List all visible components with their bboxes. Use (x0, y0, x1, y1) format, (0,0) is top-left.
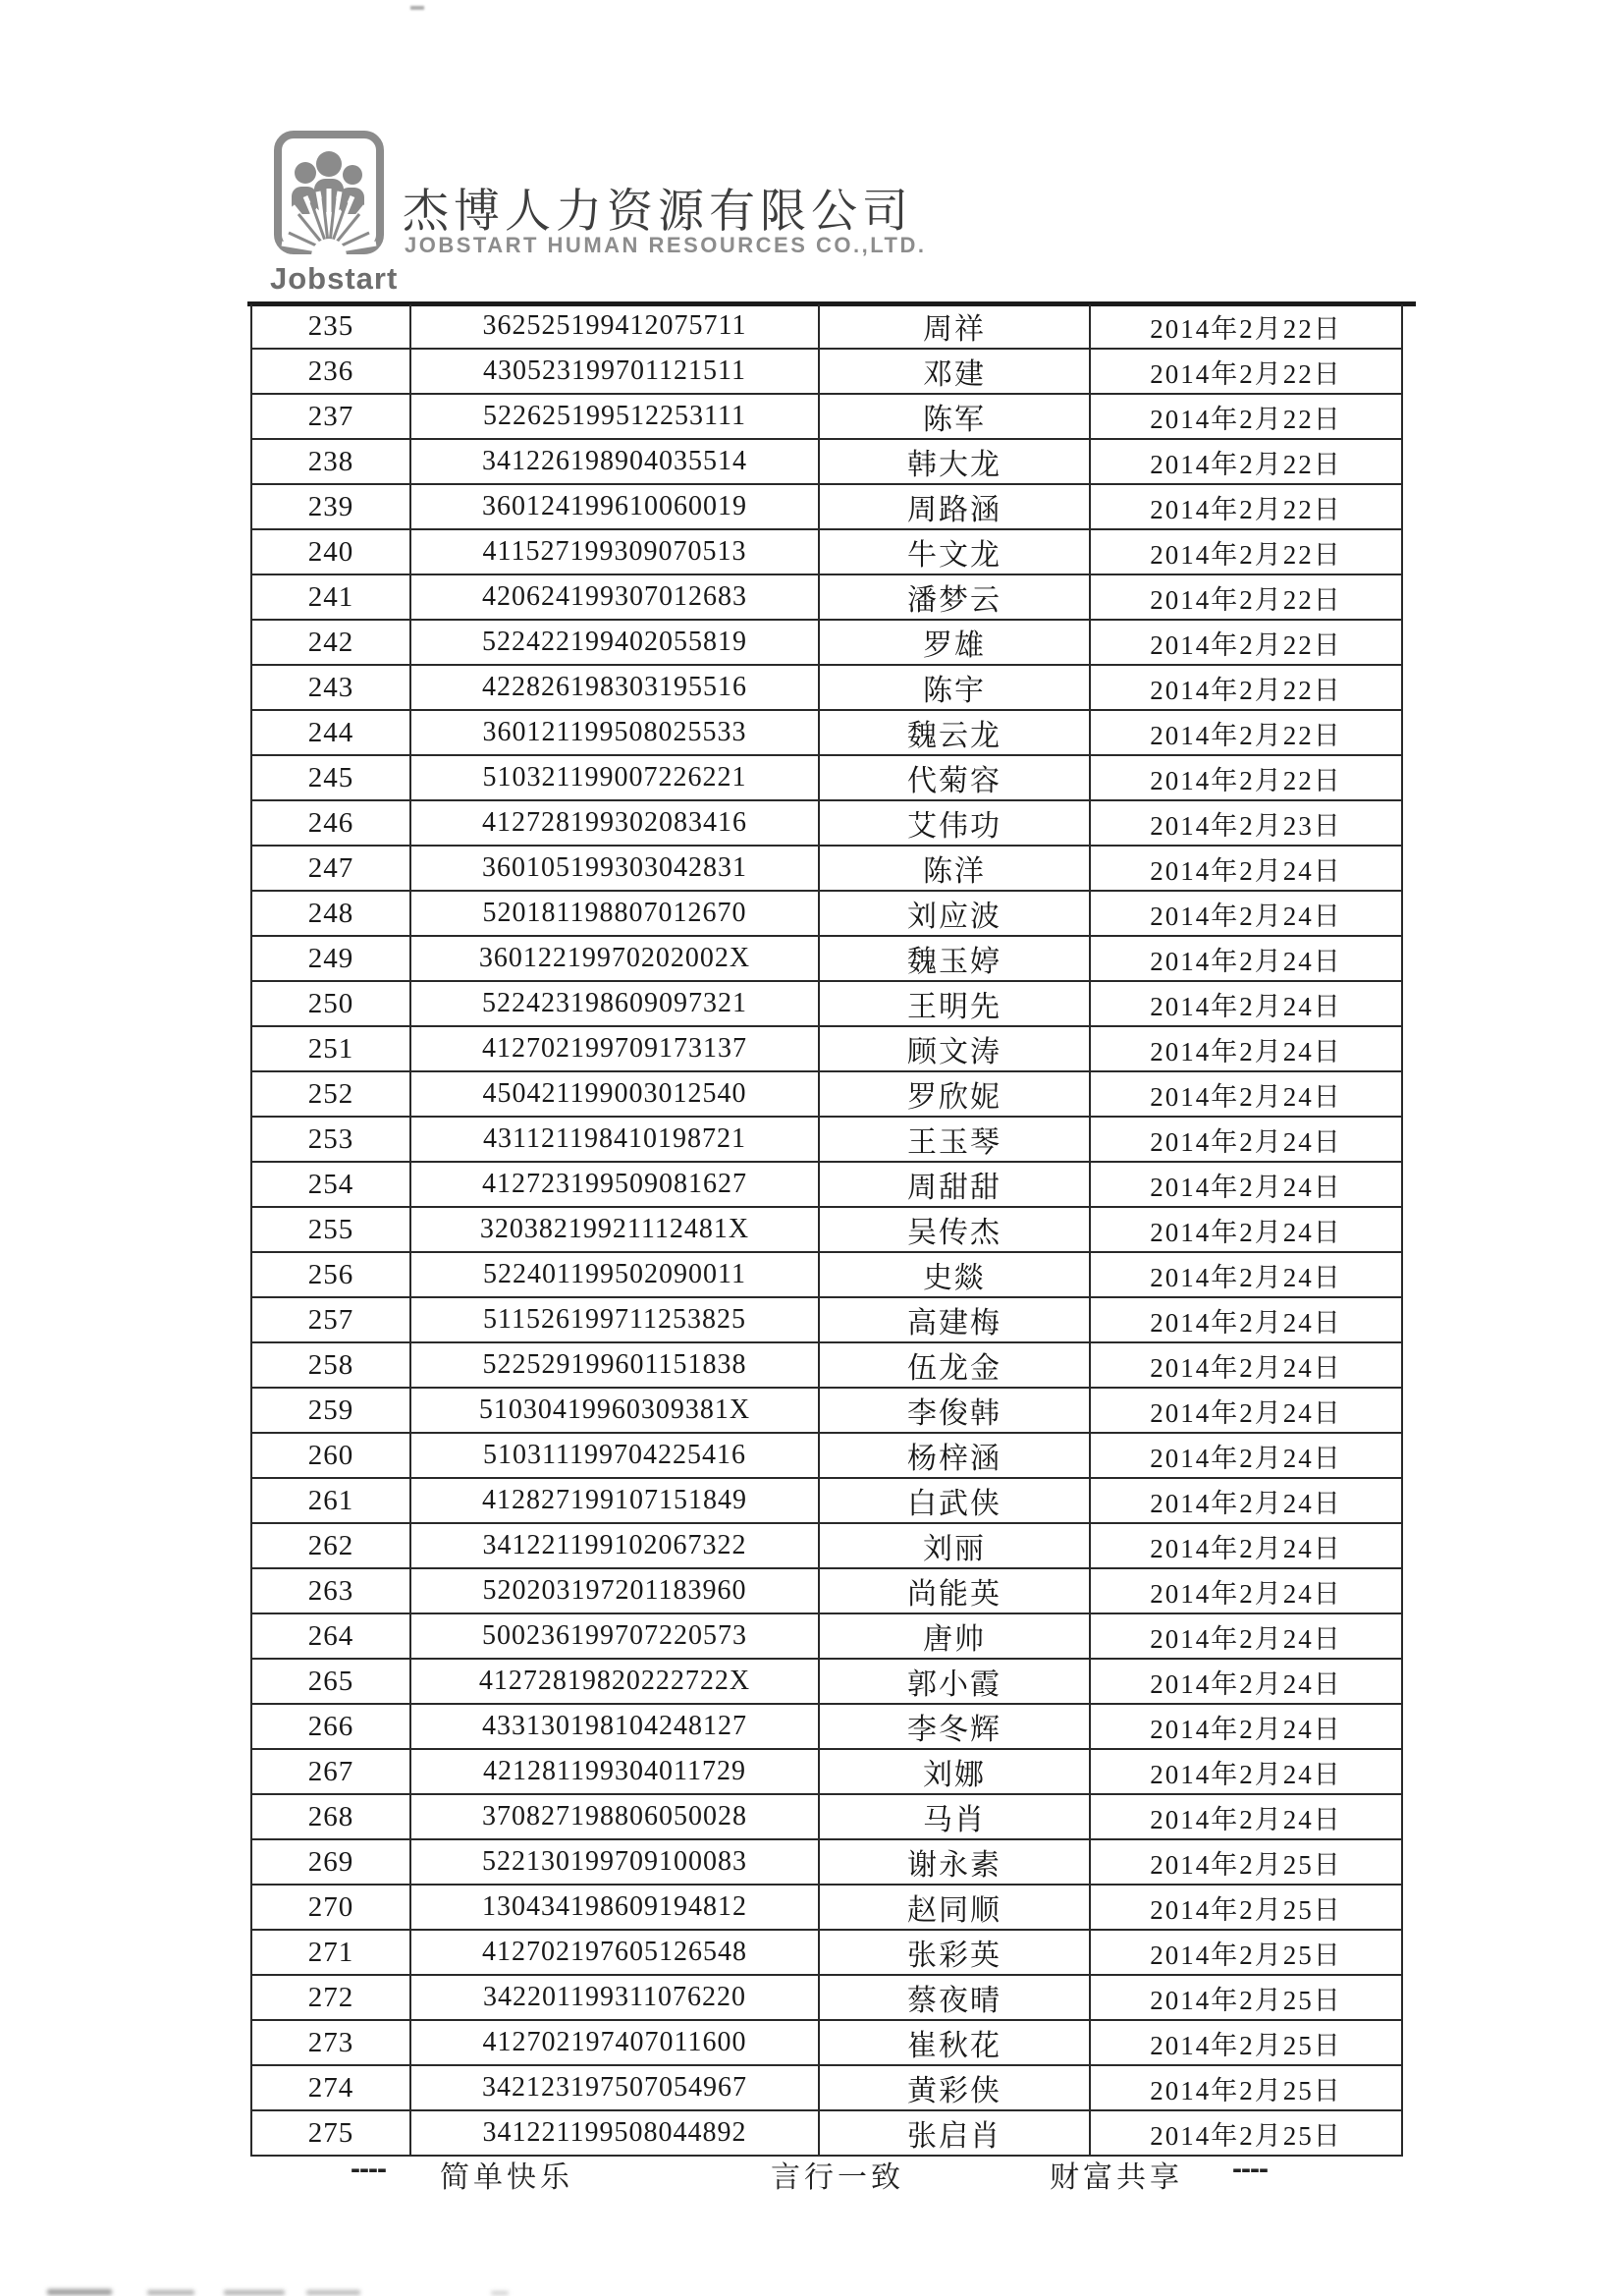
table-row (251, 1749, 1402, 1794)
table-row (251, 2065, 1402, 2110)
cell-number: 242 (251, 620, 410, 665)
cell-id-number: 370827198806050028 (410, 1794, 819, 1839)
cell-date: 2014年2月24日 (1090, 1162, 1402, 1207)
table-row (251, 1839, 1402, 1885)
records-table-body (251, 304, 1402, 2156)
cell-name: 杨梓涵 (819, 1433, 1090, 1478)
cell-name: 代菊容 (819, 755, 1090, 800)
cell-name: 黄彩侠 (819, 2065, 1090, 2110)
jobstart-people-sunrise-icon (273, 130, 385, 259)
cell-number: 247 (251, 846, 410, 891)
cell-date: 2014年2月22日 (1090, 574, 1402, 620)
table-row (251, 710, 1402, 755)
cell-date: 2014年2月24日 (1090, 1523, 1402, 1568)
cell-number: 254 (251, 1162, 410, 1207)
cell-id-number: 500236199707220573 (410, 1613, 819, 1659)
table-row (251, 1207, 1402, 1252)
cell-id-number: 522401199502090011 (410, 1252, 819, 1297)
cell-name: 陈洋 (819, 846, 1090, 891)
cell-number: 243 (251, 665, 410, 710)
cell-id-number: 431121198410198721 (410, 1117, 819, 1162)
cell-id-number: 522130199709100083 (410, 1839, 819, 1885)
cell-id-number: 510311199704225416 (410, 1433, 819, 1478)
table-row (251, 1026, 1402, 1071)
cell-name: 赵同顺 (819, 1885, 1090, 1930)
cell-name: 伍龙金 (819, 1342, 1090, 1388)
table-row (251, 439, 1402, 484)
cell-date: 2014年2月22日 (1090, 484, 1402, 529)
cell-date: 2014年2月24日 (1090, 1613, 1402, 1659)
table-row (251, 484, 1402, 529)
cell-number: 269 (251, 1839, 410, 1885)
cell-id-number: 522423198609097321 (410, 981, 819, 1026)
cell-number: 246 (251, 800, 410, 846)
cell-id-number: 362525199412075711 (410, 304, 819, 349)
cell-name: 潘梦云 (819, 574, 1090, 620)
table-row (251, 574, 1402, 620)
cell-id-number: 412723199509081627 (410, 1162, 819, 1207)
cell-name: 魏云龙 (819, 710, 1090, 755)
cell-number: 274 (251, 2065, 410, 2110)
cell-date: 2014年2月24日 (1090, 846, 1402, 891)
cell-date: 2014年2月24日 (1090, 1478, 1402, 1523)
cell-number: 263 (251, 1568, 410, 1613)
cell-number: 268 (251, 1794, 410, 1839)
cell-name: 王玉琴 (819, 1117, 1090, 1162)
cell-name: 刘丽 (819, 1523, 1090, 1568)
cell-date: 2014年2月22日 (1090, 755, 1402, 800)
cell-name: 陈宇 (819, 665, 1090, 710)
cell-name: 史燚 (819, 1252, 1090, 1297)
cell-name: 魏玉婷 (819, 936, 1090, 981)
cell-date: 2014年2月24日 (1090, 1252, 1402, 1297)
table-row (251, 1659, 1402, 1704)
cell-number: 273 (251, 2020, 410, 2065)
footer-motto (0, 2153, 1623, 2194)
cell-name: 郭小霞 (819, 1659, 1090, 1704)
scan-smudge (147, 2290, 194, 2295)
company-logo (270, 130, 399, 297)
cell-name: 艾伟功 (819, 800, 1090, 846)
cell-number: 256 (251, 1252, 410, 1297)
cell-number: 248 (251, 891, 410, 936)
footer-motto-1: 简单快乐 (440, 2161, 573, 2194)
cell-number: 270 (251, 1885, 410, 1930)
scan-smudge (491, 2291, 509, 2295)
cell-date: 2014年2月22日 (1090, 665, 1402, 710)
cell-date: 2014年2月22日 (1090, 394, 1402, 439)
cell-number: 261 (251, 1478, 410, 1523)
cell-id-number: 360124199610060019 (410, 484, 819, 529)
cell-date: 2014年2月25日 (1090, 2065, 1402, 2110)
table-row (251, 846, 1402, 891)
cell-name: 刘娜 (819, 1749, 1090, 1794)
cell-id-number: 360121199508025533 (410, 710, 819, 755)
table-row (251, 1433, 1402, 1478)
cell-id-number: 522529199601151838 (410, 1342, 819, 1388)
table-row (251, 2110, 1402, 2156)
table-row (251, 1478, 1402, 1523)
cell-number: 241 (251, 574, 410, 620)
cell-date: 2014年2月24日 (1090, 1071, 1402, 1117)
cell-id-number: 450421199003012540 (410, 1071, 819, 1117)
cell-name: 蔡夜晴 (819, 1975, 1090, 2020)
table-row (251, 1388, 1402, 1433)
footer-dashes-left: ---- (351, 2153, 386, 2185)
cell-id-number: 360105199303042831 (410, 846, 819, 891)
scan-smudge (47, 2289, 112, 2295)
table-row (251, 1613, 1402, 1659)
cell-date: 2014年2月22日 (1090, 710, 1402, 755)
table-row (251, 981, 1402, 1026)
table-row (251, 620, 1402, 665)
cell-date: 2014年2月25日 (1090, 2020, 1402, 2065)
cell-id-number: 412827199107151849 (410, 1478, 819, 1523)
scan-speck (410, 6, 424, 10)
cell-id-number: 421281199304011729 (410, 1749, 819, 1794)
cell-id-number: 412702199709173137 (410, 1026, 819, 1071)
cell-date: 2014年2月24日 (1090, 1433, 1402, 1478)
cell-date: 2014年2月22日 (1090, 529, 1402, 574)
cell-id-number: 341226198904035514 (410, 439, 819, 484)
table-row (251, 2020, 1402, 2065)
cell-date: 2014年2月24日 (1090, 891, 1402, 936)
table-row (251, 1297, 1402, 1342)
cell-date: 2014年2月24日 (1090, 1794, 1402, 1839)
logo-wordmark: Jobstart (270, 261, 399, 296)
cell-date: 2014年2月25日 (1090, 2110, 1402, 2156)
cell-number: 265 (251, 1659, 410, 1704)
cell-date: 2014年2月24日 (1090, 1388, 1402, 1433)
cell-date: 2014年2月24日 (1090, 981, 1402, 1026)
table-row (251, 529, 1402, 574)
cell-id-number: 511526199711253825 (410, 1297, 819, 1342)
cell-number: 259 (251, 1388, 410, 1433)
table-row (251, 1071, 1402, 1117)
cell-name: 周祥 (819, 304, 1090, 349)
cell-number: 258 (251, 1342, 410, 1388)
cell-name: 周路涵 (819, 484, 1090, 529)
table-row (251, 800, 1402, 846)
cell-date: 2014年2月25日 (1090, 1839, 1402, 1885)
scan-smudge (306, 2290, 360, 2295)
cell-id-number: 430523199701121511 (410, 349, 819, 394)
cell-id-number: 510321199007226221 (410, 755, 819, 800)
cell-number: 252 (251, 1071, 410, 1117)
cell-id-number: 342123197507054967 (410, 2065, 819, 2110)
records-table (250, 304, 1403, 2157)
cell-number: 266 (251, 1704, 410, 1749)
cell-id-number: 342201199311076220 (410, 1975, 819, 2020)
cell-number: 257 (251, 1297, 410, 1342)
cell-number: 244 (251, 710, 410, 755)
table-row (251, 1523, 1402, 1568)
cell-name: 白武侠 (819, 1478, 1090, 1523)
cell-date: 2014年2月24日 (1090, 1568, 1402, 1613)
company-name-english: JOBSTART HUMAN RESOURCES CO.,LTD. (405, 233, 927, 257)
cell-date: 2014年2月24日 (1090, 1704, 1402, 1749)
cell-name: 吴传杰 (819, 1207, 1090, 1252)
company-name-chinese: 杰博人力资源有限公司 (403, 185, 913, 237)
cell-number: 264 (251, 1613, 410, 1659)
cell-id-number: 412702197407011600 (410, 2020, 819, 2065)
cell-name: 周甜甜 (819, 1162, 1090, 1207)
cell-date: 2014年2月24日 (1090, 1749, 1402, 1794)
footer-dashes-right: ---- (1232, 2153, 1268, 2185)
cell-date: 2014年2月24日 (1090, 1297, 1402, 1342)
cell-number: 237 (251, 394, 410, 439)
cell-number: 253 (251, 1117, 410, 1162)
table-row (251, 1117, 1402, 1162)
cell-date: 2014年2月25日 (1090, 1975, 1402, 2020)
cell-id-number: 520181198807012670 (410, 891, 819, 936)
table-row (251, 936, 1402, 981)
cell-number: 275 (251, 2110, 410, 2156)
table-row (251, 1885, 1402, 1930)
cell-number: 251 (251, 1026, 410, 1071)
cell-number: 235 (251, 304, 410, 349)
cell-date: 2014年2月22日 (1090, 349, 1402, 394)
cell-number: 249 (251, 936, 410, 981)
cell-date: 2014年2月24日 (1090, 1659, 1402, 1704)
cell-number: 267 (251, 1749, 410, 1794)
cell-name: 牛文龙 (819, 529, 1090, 574)
footer-motto-3: 财富共享 (1050, 2161, 1183, 2194)
table-row (251, 349, 1402, 394)
cell-id-number: 412728199302083416 (410, 800, 819, 846)
table-row (251, 1568, 1402, 1613)
table-row (251, 1342, 1402, 1388)
table-row (251, 891, 1402, 936)
cell-id-number: 522625199512253111 (410, 394, 819, 439)
table-row (251, 1162, 1402, 1207)
footer-motto-2: 言行一致 (771, 2161, 904, 2194)
cell-date: 2014年2月24日 (1090, 936, 1402, 981)
cell-name: 谢永素 (819, 1839, 1090, 1885)
table-row (251, 394, 1402, 439)
cell-date: 2014年2月24日 (1090, 1117, 1402, 1162)
cell-date: 2014年2月25日 (1090, 1930, 1402, 1975)
table-row (251, 1794, 1402, 1839)
table-row (251, 755, 1402, 800)
cell-number: 250 (251, 981, 410, 1026)
table-row (251, 665, 1402, 710)
cell-name: 罗雄 (819, 620, 1090, 665)
table-row (251, 1704, 1402, 1749)
cell-number: 255 (251, 1207, 410, 1252)
cell-id-number: 411527199309070513 (410, 529, 819, 574)
cell-id-number: 520203197201183960 (410, 1568, 819, 1613)
cell-date: 2014年2月24日 (1090, 1026, 1402, 1071)
cell-number: 260 (251, 1433, 410, 1478)
scan-smudge (224, 2290, 285, 2295)
cell-date: 2014年2月22日 (1090, 439, 1402, 484)
cell-name: 陈军 (819, 394, 1090, 439)
cell-date: 2014年2月22日 (1090, 304, 1402, 349)
cell-date: 2014年2月23日 (1090, 800, 1402, 846)
cell-name: 李俊韩 (819, 1388, 1090, 1433)
cell-id-number: 412702197605126548 (410, 1930, 819, 1975)
cell-date: 2014年2月24日 (1090, 1342, 1402, 1388)
cell-name: 高建梅 (819, 1297, 1090, 1342)
cell-name: 崔秋花 (819, 2020, 1090, 2065)
cell-name: 韩大龙 (819, 439, 1090, 484)
table-row (251, 1252, 1402, 1297)
cell-name: 王明先 (819, 981, 1090, 1026)
table-row (251, 1930, 1402, 1975)
cell-number: 239 (251, 484, 410, 529)
cell-id-number: 522422199402055819 (410, 620, 819, 665)
cell-name: 邓建 (819, 349, 1090, 394)
cell-number: 240 (251, 529, 410, 574)
cell-number: 262 (251, 1523, 410, 1568)
cell-number: 271 (251, 1930, 410, 1975)
cell-id-number: 420624199307012683 (410, 574, 819, 620)
cell-id-number: 422826198303195516 (410, 665, 819, 710)
cell-id-number: 36012219970202002X (410, 936, 819, 981)
cell-name: 刘应波 (819, 891, 1090, 936)
cell-number: 238 (251, 439, 410, 484)
cell-id-number: 130434198609194812 (410, 1885, 819, 1930)
cell-id-number: 41272819820222722X (410, 1659, 819, 1704)
cell-date: 2014年2月22日 (1090, 620, 1402, 665)
table-row (251, 1975, 1402, 2020)
cell-name: 李冬辉 (819, 1704, 1090, 1749)
cell-number: 272 (251, 1975, 410, 2020)
cell-id-number: 51030419960309381X (410, 1388, 819, 1433)
table-row (251, 304, 1402, 349)
cell-date: 2014年2月24日 (1090, 1207, 1402, 1252)
cell-number: 236 (251, 349, 410, 394)
cell-number: 245 (251, 755, 410, 800)
cell-name: 唐帅 (819, 1613, 1090, 1659)
cell-name: 张启肖 (819, 2110, 1090, 2156)
cell-name: 罗欣妮 (819, 1071, 1090, 1117)
cell-name: 马肖 (819, 1794, 1090, 1839)
cell-date: 2014年2月25日 (1090, 1885, 1402, 1930)
cell-name: 张彩英 (819, 1930, 1090, 1975)
cell-name: 顾文涛 (819, 1026, 1090, 1071)
cell-name: 尚能英 (819, 1568, 1090, 1613)
cell-id-number: 433130198104248127 (410, 1704, 819, 1749)
cell-id-number: 341221199102067322 (410, 1523, 819, 1568)
cell-id-number: 32038219921112481X (410, 1207, 819, 1252)
cell-id-number: 341221199508044892 (410, 2110, 819, 2156)
